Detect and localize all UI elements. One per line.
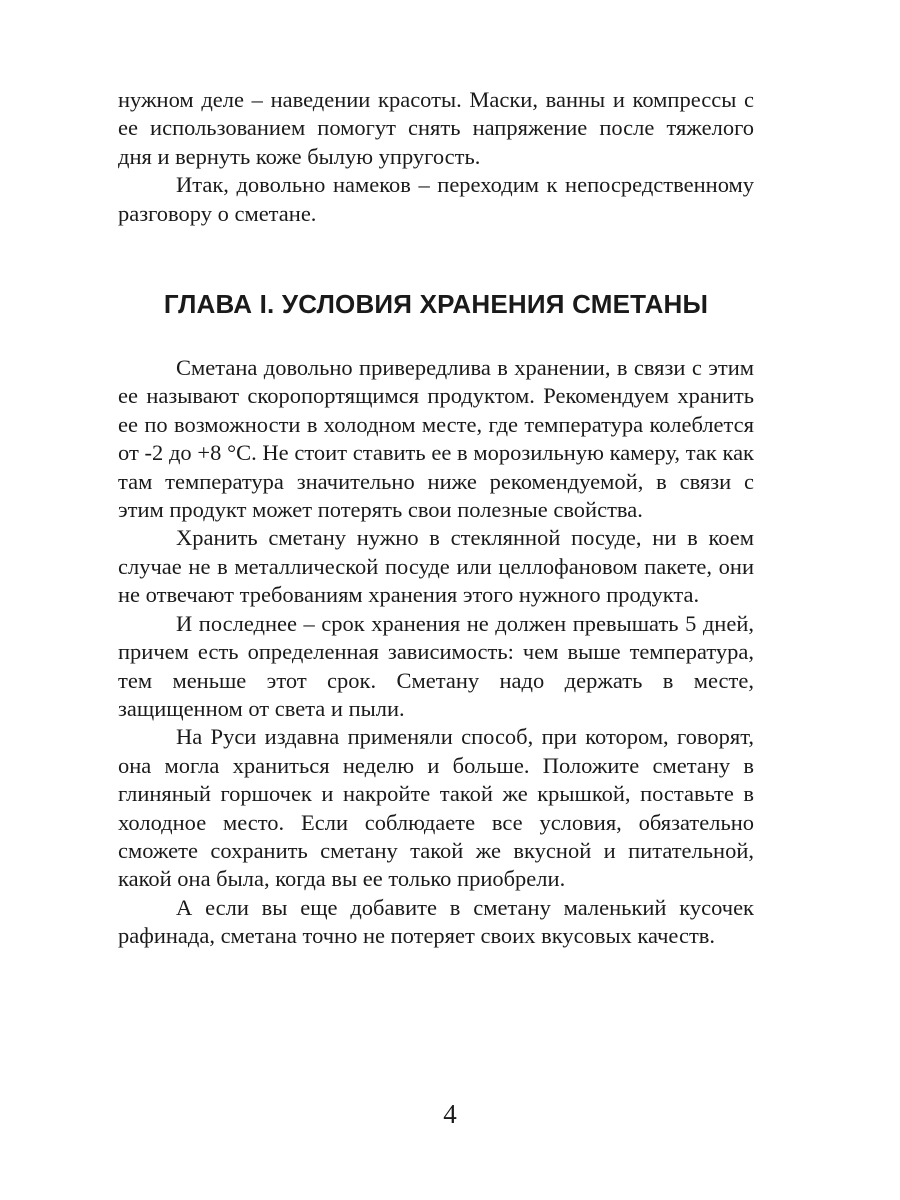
chapter-paragraph-5: А если вы еще добавите в сметану маленький кусочек рафинада, сметана точно не потеряет своих вкусовых качеств. [118, 894, 754, 949]
intro-paragraph-2: Итак, довольно намеков – переходим к непосредственному разговору о сметане. [118, 172, 754, 226]
chapter-paragraph-3: И последнее – срок хранения не должен превышать 5 дней, причем есть определенная зависимость: чем выше температура, тем меньше этот срок. Сметану надо держать в месте, защищенном от света и пыли. [118, 610, 754, 721]
chapter-title: ГЛАВА I. УСЛОВИЯ ХРАНЕНИЯ СМЕТАНЫ [163, 289, 709, 320]
intro-paragraph-1: нужном деле – наведении красоты. Маски, ванны и компрессы с ее использованием помогут снять напряжение после тяжелого дня и вернуть коже былую упругость. [118, 87, 754, 169]
chapter-paragraph-1: Сметана довольно привередлива в хранении, в связи с этим ее называют скоропортящимся продуктом. Рекомендуем хранить ее по возможности в холодном месте, где температура колеблется от -2 до +8 °С. Не стоит ставить ее в морозильную камеру, так как там температура значительно ниже рекомендуемой, в связи с этим продукт может потерять свои полезные свойства. [118, 355, 754, 523]
page-body [118, 86, 754, 951]
chapter-paragraph-2: Хранить сметану нужно в стеклянной посуде, ни в коем случае не в металлической посуде или целлофановом пакете, они не отвечают требованиям хранения этого нужного продукта. [118, 525, 754, 608]
page-number: 4 [443, 1099, 457, 1129]
chapter-paragraph-4: На Руси издавна применяли способ, при котором, говорят, она могла храниться неделю и больше. Положите сметану в глиняный горшочек и накройте такой же крышкой, поставьте в холодное место. Если соблюдаете все условия, обязательно сможете сохранить сметану такой же вкусной и питательной, какой она была, когда вы ее только приобрели. [118, 724, 754, 892]
